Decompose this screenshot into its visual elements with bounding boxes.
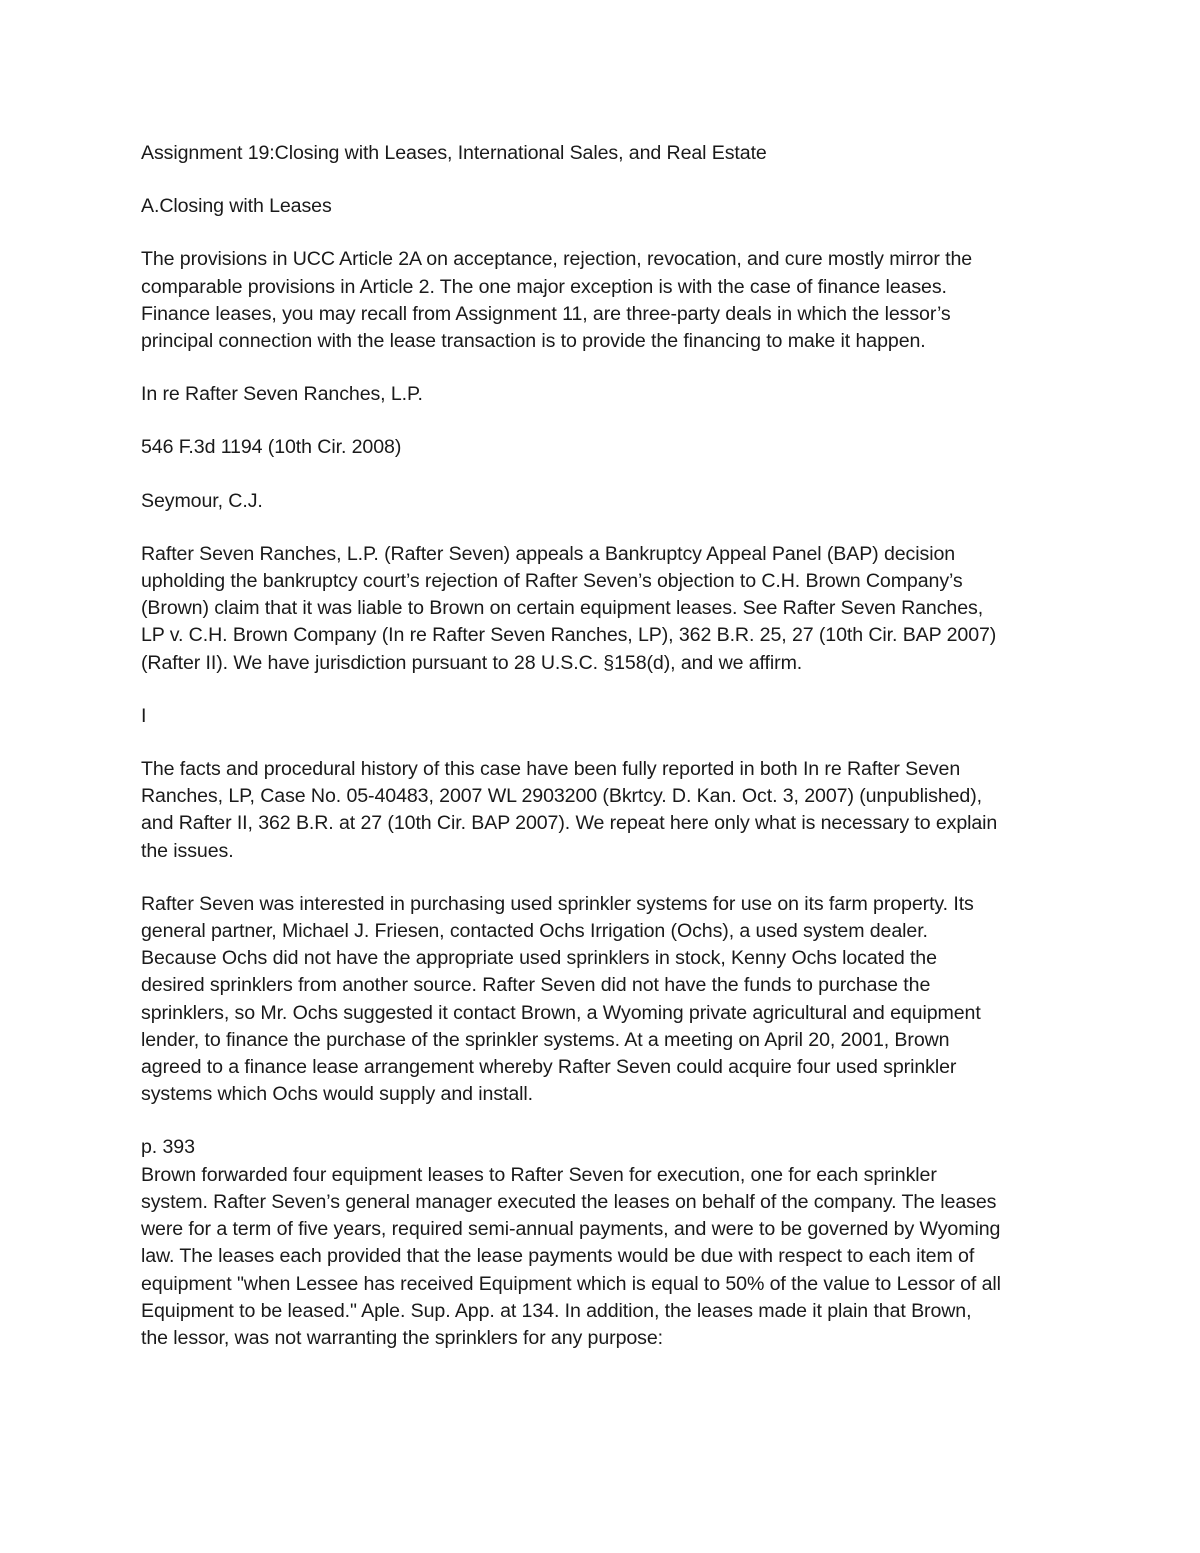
document-page (141, 140, 1071, 1378)
section-heading: A.Closing with Leases (141, 195, 332, 218)
leases-paragraph: Brown forwarded four equipment leases to Rafter Seven for execution, one for each sprinkler system. Rafter Seven’s general manager executed the leases on behalf of the company. The leases were for a term of five years, required semi-annual payments, and were to be governed by Wyoming law. The leases each provided that the lease payments would be due with respect to each item of equipment "when Lessee has received Equipment which is equal to 50% of the value to Lessor of all Equipment to be leased." Aple. Sup. App. at 134. In addition, the leases made it plain that Brown, the lessor, was not warranting the sprinklers for any purpose: (141, 1163, 1001, 1349)
document-title: Assignment 19:Closing with Leases, International Sales, and Real Estate (141, 142, 767, 164)
judge-name: Seymour, C.J. (141, 489, 263, 512)
facts-detail-paragraph: Rafter Seven was interested in purchasing used sprinkler systems for use on its farm property. Its general partner, Michael J. Friesen, contacted Ochs Irrigation (Ochs), a used system dealer. Because Ochs did not have the appropriate used sprinklers in stock, Kenny Ochs located the desired sprinklers from another source. Rafter Seven did not have the funds to purchase the sprinklers, so Mr. Ochs suggested it contact Brown, a Wyoming private agricultural and equipment lender, to finance the purchase of the sprinkler systems. At a meeting on April 20, 2001, Brown agreed to a finance lease arrangement whereby Rafter Seven could acquire four used sprinkler systems which Ochs would supply and install. (141, 892, 981, 1106)
page-marker: p. 393 (141, 1136, 195, 1159)
opening-paragraph: Rafter Seven Ranches, L.P. (Rafter Seven) appeals a Bankruptcy Appeal Panel (BAP) decision upholding the bankruptcy court’s rejection of Rafter Seven’s objection to C.H. Brown Company’s (Brown) claim that it was liable to Brown on certain equipment leases. See Rafter Seven Ranches, LP v. C.H. Brown Company (In re Rafter Seven Ranches, LP), 362 B.R. 25, 27 (10th Cir. BAP 2007) (Rafter II). We have jurisdiction pursuant to 28 U.S.C. §158(d), and we affirm. (141, 542, 997, 674)
case-citation: 546 F.3d 1194 (10th Cir. 2008) (141, 436, 402, 459)
case-name: In re Rafter Seven Ranches, L.P. (141, 383, 423, 406)
part-numeral: I (141, 704, 147, 727)
facts-intro-paragraph: The facts and procedural history of this case have been fully reported in both In re Rafter Seven Ranches, LP, Case No. 05-40483, 2007 WL 2903200 (Bkrtcy. D. Kan. Oct. 3, 2007) (unpublished), and Rafter II, 362 B.R. at 27 (10th Cir. BAP 2007). We repeat here only what is necessary to explain the issues. (141, 758, 998, 862)
intro-paragraph: The provisions in UCC Article 2A on acceptance, rejection, revocation, and cure mostly mirror the comparable provisions in Article 2. The one major exception is with the case of finance leases. Finance leases, you may recall from Assignment 11, are three-party deals in which the lessor’s principal connection with the lease transaction is to provide the financing to make it happen. (141, 248, 973, 353)
